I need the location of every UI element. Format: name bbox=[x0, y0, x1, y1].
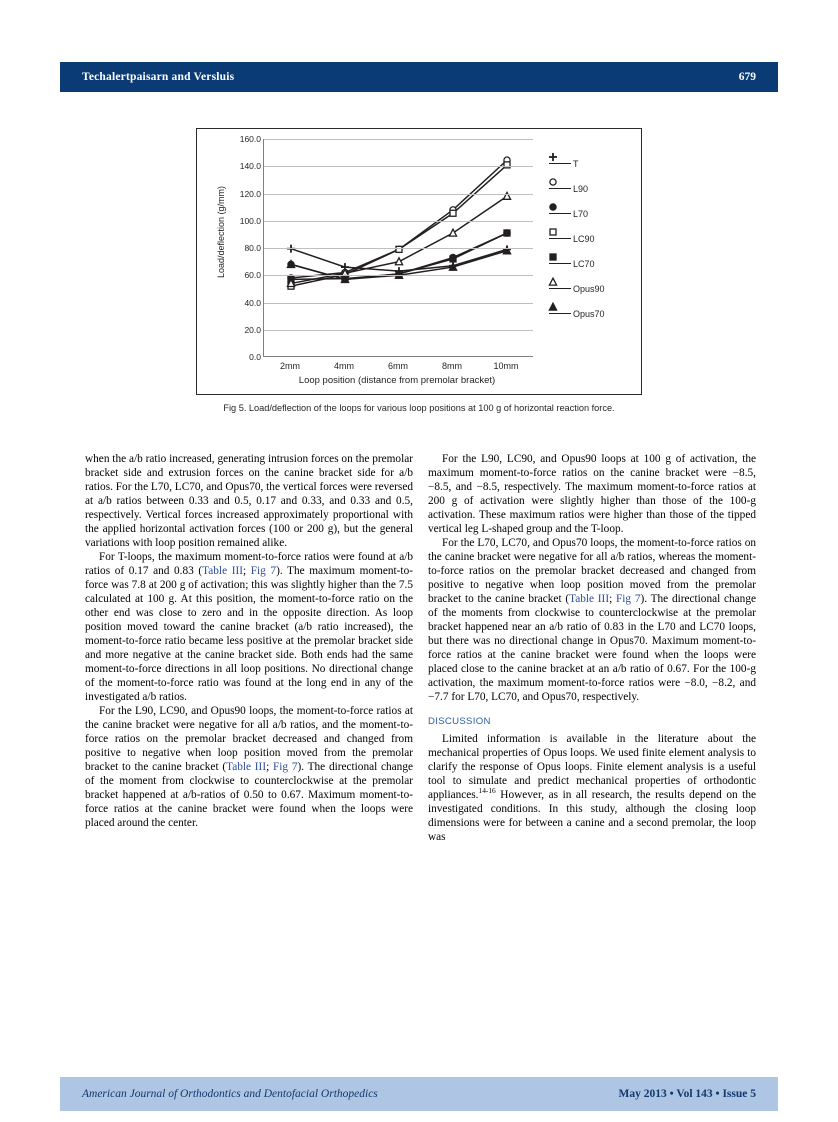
legend-item-opus70[interactable] bbox=[549, 301, 641, 326]
text-run: ; bbox=[242, 565, 251, 578]
x-tick-label: 6mm bbox=[388, 361, 408, 371]
data-point-marker bbox=[549, 303, 556, 310]
legend-label: LC90 bbox=[573, 233, 595, 244]
y-tick-label: 40.0 bbox=[244, 297, 261, 308]
text-run: ; bbox=[266, 761, 273, 774]
reference-superscript[interactable]: 14-16 bbox=[478, 786, 496, 796]
text-run: However, as in all research, the results depend on the investigated conditions. In this study, although the closing loop dimensions were for between a canine and a second premolar, the loop was bbox=[428, 789, 756, 844]
grid-line bbox=[264, 330, 533, 331]
body-paragraph bbox=[428, 536, 756, 704]
legend-marker-icon bbox=[549, 308, 571, 320]
footer-issue-info: May 2013 • Vol 143 • Issue 5 bbox=[618, 1088, 756, 1100]
grid-line bbox=[264, 248, 533, 249]
body-paragraph bbox=[428, 732, 756, 844]
legend-marker-icon bbox=[549, 158, 571, 170]
grid-line bbox=[264, 303, 533, 304]
x-tick-label: 10mm bbox=[493, 361, 519, 371]
y-tick-label: 20.0 bbox=[244, 324, 261, 335]
legend-label: Opus90 bbox=[573, 283, 605, 294]
x-tick-label: 2mm bbox=[280, 361, 300, 371]
running-header bbox=[60, 62, 778, 92]
figure-5 bbox=[196, 128, 642, 395]
y-tick-label: 60.0 bbox=[244, 270, 261, 281]
legend-label: L70 bbox=[573, 208, 589, 219]
text-run: For the L90, LC90, and Opus90 loops at 100 g of activation, the maximum moment-to-force ratios on the canine bracket were −8.5, −8.5, and −8.5, respectively. The maximum moment-to-force ratios at 200 g of activation were slightly higher than those of the 100-g activation. These maximum ratios were higher than those of the tipped vertical leg L-shaped group and the T-loop. bbox=[428, 453, 756, 536]
body-paragraph bbox=[85, 452, 413, 550]
y-tick-label: 120.0 bbox=[239, 188, 261, 199]
y-axis-label: Load/deflection (g/mm) bbox=[216, 185, 226, 279]
legend-marker-icon bbox=[549, 183, 571, 195]
chart-container bbox=[196, 128, 642, 395]
legend-marker-icon bbox=[549, 233, 571, 245]
legend-item-lc70[interactable] bbox=[549, 251, 641, 276]
text-run: For the L70, LC70, and Opus70 loops, the moment-to-force ratios on the canine bracket were negative for all a/b ratios, whereas the moment-to-force ratios on the premolar bracket decreased and changed from positive to negative when loop position moved from the premolar bracket to the canine bracket ( bbox=[428, 537, 756, 606]
body-paragraph bbox=[85, 704, 413, 830]
cross-reference-link[interactable]: Fig 7 bbox=[250, 565, 277, 578]
cross-reference-link[interactable]: Fig 7 bbox=[273, 761, 298, 774]
body-column-left bbox=[85, 452, 413, 830]
data-point-marker bbox=[449, 229, 456, 236]
body-paragraph bbox=[85, 550, 413, 704]
y-tick-label: 80.0 bbox=[244, 243, 261, 253]
data-point-marker bbox=[550, 229, 556, 235]
data-point-marker bbox=[550, 203, 556, 209]
y-tick-label: 0.0 bbox=[249, 352, 261, 362]
y-tick-label: 160.0 bbox=[239, 134, 261, 144]
text-run: For the L90, LC90, and Opus90 loops, the moment-to-force ratios at the canine bracket were negative for all a/b ratios, and the moment-to-force ratios on the premolar bracket decreased and changed from positive to negative when loop position moved from the premolar bracket to the canine bracket ( bbox=[85, 705, 413, 774]
footer-journal-name: American Journal of Orthodontics and Dentofacial Orthopedics bbox=[82, 1088, 378, 1100]
section-heading-discussion: DISCUSSION bbox=[428, 716, 491, 728]
data-point-marker bbox=[549, 278, 556, 285]
grid-line bbox=[264, 166, 533, 167]
data-point-marker bbox=[504, 230, 510, 236]
legend-item-l90[interactable] bbox=[549, 176, 641, 201]
legend-item-lc90[interactable] bbox=[549, 226, 641, 251]
data-point-marker bbox=[395, 258, 402, 265]
legend-marker-icon bbox=[549, 208, 571, 220]
legend-label: T bbox=[573, 158, 579, 169]
text-run: ). The directional change of the moment from clockwise to counterclockwise at the premolar bracket happened at a/b-ratios of 0.50 to 0.67. Maximum moment-to-force ratios at the canine bracket were found when the loops were placed around the center. bbox=[85, 761, 413, 830]
grid-line bbox=[264, 194, 533, 195]
text-run: For T-loops, the maximum moment-to-force ratios were found at a/b ratios of 0.17 and 0.83 ( bbox=[85, 551, 413, 578]
x-tick-label: 4mm bbox=[334, 361, 354, 371]
legend-marker-icon bbox=[549, 258, 571, 270]
legend-label: LC70 bbox=[573, 258, 595, 269]
plot-area bbox=[263, 139, 533, 357]
chart-legend bbox=[549, 151, 641, 326]
legend-label: L90 bbox=[573, 183, 589, 194]
grid-line bbox=[264, 221, 533, 222]
data-point-marker bbox=[550, 178, 556, 184]
legend-item-opus90[interactable] bbox=[549, 276, 641, 301]
data-point-marker bbox=[549, 153, 557, 161]
grid-line bbox=[264, 275, 533, 276]
legend-item-t[interactable] bbox=[549, 151, 641, 176]
page-footer bbox=[60, 1077, 778, 1111]
x-axis-label: Loop position (distance from premolar bracket) bbox=[298, 375, 496, 386]
legend-marker-icon bbox=[549, 283, 571, 295]
data-point-marker bbox=[550, 254, 556, 260]
cross-reference-link[interactable]: Table III bbox=[202, 565, 243, 578]
x-tick-label: 8mm bbox=[442, 361, 462, 371]
legend-item-l70[interactable] bbox=[549, 201, 641, 226]
text-run: Limited information is available in the literature about the mechanical properties of Opus loops. We used finite element analysis to clarify the response of Opus loops. Finite element analysis is a useful tool to simulate and predict mechanical properties of orthodontic appliances. bbox=[428, 733, 756, 802]
grid-line bbox=[264, 139, 533, 140]
text-run: ). The directional change of the moments from clockwise to counterclockwise at the premolar bracket happened near an a/b ratio of 0.83 in the L70 and LC70 loops, but there was no directional change in Opus70. Maximum moment-to-force ratios at the canine bracket were found when the loops were placed close to the canine bracket at an a/b ratio of 0.67. For the 100-g activation, the maximum moment-to-force ratios were −8.0, −8.2, and −7.7 for L70, LC70, and Opus70, respectively. bbox=[428, 593, 756, 704]
text-run: ; bbox=[609, 593, 616, 606]
legend-label: Opus70 bbox=[573, 308, 605, 319]
body-column-right bbox=[428, 452, 756, 844]
running-header-title: Techalertpaisarn and Versluis bbox=[82, 71, 235, 83]
text-run: when the a/b ratio increased, generating intrusion forces on the premolar bracket side and extrusion forces on the canine bracket side for a/b ratios. For the L70, LC70, and Opus70, the vertical forces were reversed at a/b ratios between 0.33 and 0.5, 0.17 and 0.33, and 0.33 and 0.5, respectively. Vertical forces increased approximately proportional with the applied horizontal activation forces (100 or 200 g), but the general variations with loop position remained alike. bbox=[85, 453, 413, 550]
figure-caption: Fig 5. Load/deflection of the loops for various loop positions at 100 g of horizontal reaction force. bbox=[223, 403, 615, 413]
data-point-marker bbox=[450, 210, 456, 216]
y-tick-label: 100.0 bbox=[239, 215, 261, 226]
text-run: ). The maximum moment-to-force was 7.8 at 200 g of activation; this was slightly higher than the 7.5 calculated at 100 g. At this position, the moment-to-force ratio on the other end was close to zero and in the opposite direction. As loop position moved toward the canine bracket (a/b ratio increased), the moment-to-force ratio became less positive at the premolar bracket side and more negative at the canine bracket side. Both ends had the same moment-to-force directions in all loop positions. No directional change of the moment-to-force ratio was found at the long end in any of the investigated a/b ratios. bbox=[85, 565, 413, 704]
y-tick-label: 140.0 bbox=[239, 161, 261, 172]
cross-reference-link[interactable]: Table III bbox=[226, 761, 267, 774]
cross-reference-link[interactable]: Table III bbox=[569, 593, 610, 606]
cross-reference-link[interactable]: Fig 7 bbox=[616, 593, 641, 606]
page-number: 679 bbox=[738, 71, 756, 83]
body-paragraph bbox=[428, 452, 756, 536]
data-point-marker bbox=[450, 256, 456, 262]
y-axis-ticks bbox=[217, 129, 261, 394]
